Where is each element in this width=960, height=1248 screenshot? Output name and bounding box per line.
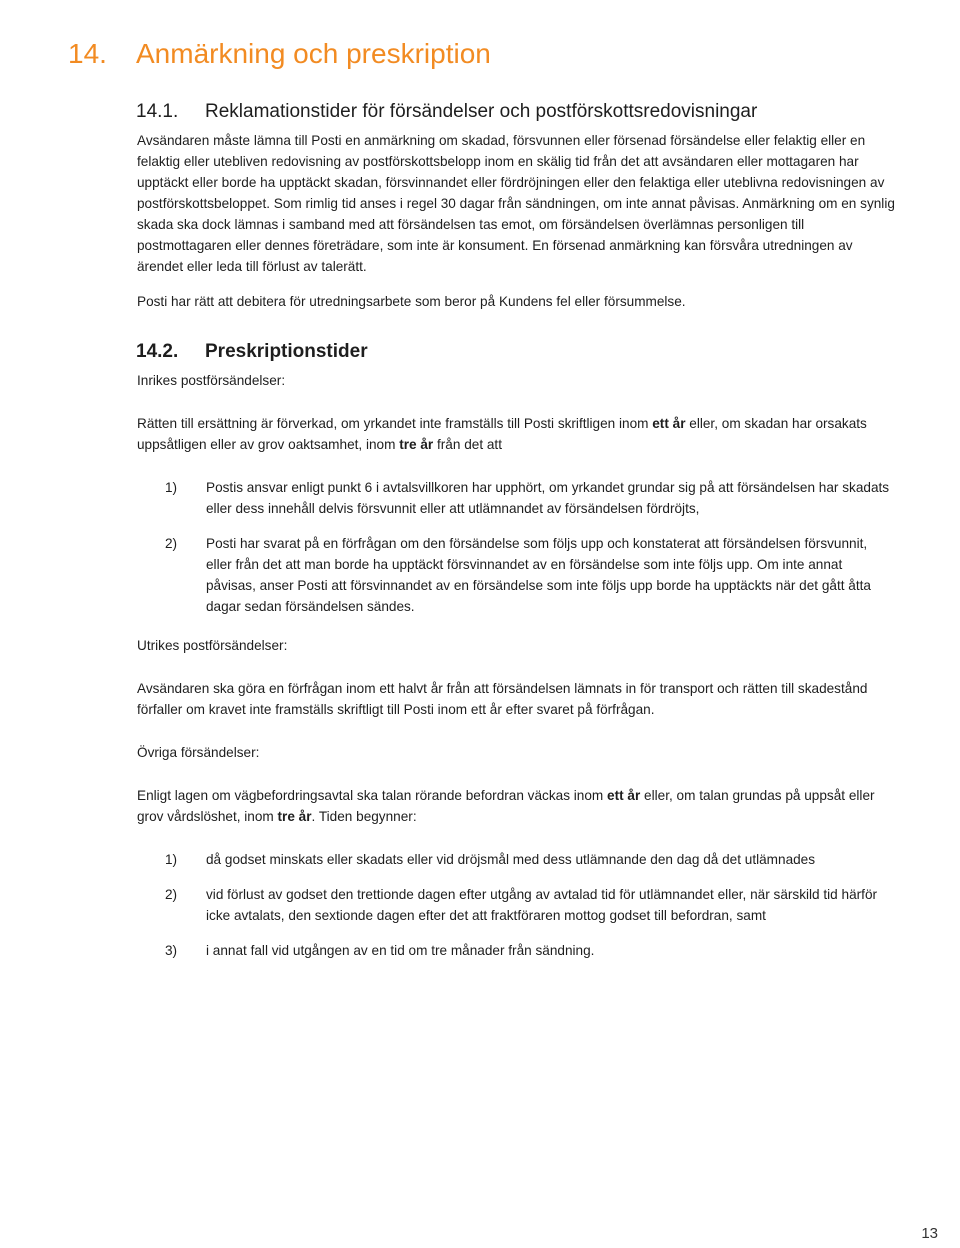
section-2-title: Preskriptionstider xyxy=(205,341,368,362)
list-item: 2) Posti har svarat på en förfrågan om den försändelse som följs upp och konstaterat att försändelsen försvunnit, eller från det att man borde ha upptäckt försvinnandet av en försändelse som inte följs upp. Om inte annat påvisas, anser Posti att försvinnandet av en försändelse som inte följs upp borde ha upptäckts när det gått åtta dagar sedan försändelsen sändes. xyxy=(165,536,871,614)
section-2-heading xyxy=(136,338,895,366)
document-body xyxy=(137,98,895,975)
domestic-bold-1: ett år xyxy=(652,416,686,431)
list-item: 2) vid förlust av godset den trettionde dagen efter utgång av avtalad tid för utlämnandet eller, när särskild tid härför icke avtalats, den sextionde dagen efter det att fraktföraren mottog godset till befordran, samt xyxy=(165,887,878,923)
list-item: 1) Postis ansvar enligt punkt 6 i avtalsvillkoren har upphört, om yrkandet grundar sig på att försändelsen har skadats eller dess innehåll delvis försvunnit eller att utlämnandet av försändelsen fördröjts, xyxy=(165,480,890,516)
international-paragraph: Avsändaren ska göra en förfrågan inom ett halvt år från att försändelsen lämnats in för transport och rätten till skadestånd förfaller om kravet inte framställs skriftligt till Posti inom ett år efter svaret på förfrågan. xyxy=(137,681,868,717)
international-label: Utrikes postförsändelser: xyxy=(137,638,288,653)
section-1-paragraph-1: Avsändaren måste lämna till Posti en anmärkning om skadad, försvunnen eller försenad försändelse eller felaktig eller en felaktig eller utebliven redovisning av postförskottsbelopp inom en skälig tid från det att avsändaren eller mottagaren har upptäckt eller borde ha upptäckt skadan, försvinnandet eller fördröjningen eller den felaktiga eller uteblivna redovisningen av postförskottsbeloppet. Som rimlig tid anses i regel 30 dagar från sändningen, om inte annat påvisas. Anmärkning om en synlig skada ska dock lämnas i samband med att försändelsen tas emot, om försändelsen överlämnas personligen till postmottagaren eller dennes företrädare, som inte är konsument. En försenad anmärkning kan försvåra utredningen av ärendet eller leda till förlust av talerätt. xyxy=(137,133,895,274)
other-bold-2: tre år xyxy=(277,809,312,824)
list-item: 1) då godset minskats eller skadats eller vid dröjsmål med dess utlämnande den dag då det utlämnades xyxy=(165,852,816,867)
domestic-label: Inrikes postförsändelser: xyxy=(137,373,286,388)
domestic-paragraph: Rätten till ersättning är förverkad, om yrkandet inte framställs till Posti skriftligen inom ett år eller, om skadan har orsakats uppsåtligen eller av grov oaktsamhet, inom tre år från det att xyxy=(137,416,867,452)
list-item: 3) i annat fall vid utgången av en tid om tre månader från sändning. xyxy=(165,943,595,958)
section-1-number: 14.1. xyxy=(136,101,179,122)
other-label: Övriga försändelser: xyxy=(137,745,260,760)
section-1-paragraph-2: Posti har rätt att debitera för utredningsarbete som beror på Kundens fel eller försummelse. xyxy=(137,294,686,309)
section-1-heading xyxy=(136,98,895,126)
page-number: 13 xyxy=(921,1225,938,1242)
section-1-title: Reklamationstider för försändelser och postförskottsredovisningar xyxy=(205,101,758,122)
other-paragraph: Enligt lagen om vägbefordringsavtal ska talan rörande befordran väckas inom ett år eller, om talan grundas på uppsåt eller grov vårdslöshet, inom tre år. Tiden begynner: xyxy=(137,788,875,824)
page-heading xyxy=(68,38,491,70)
other-list xyxy=(137,849,895,961)
heading-title: Anmärkning och preskription xyxy=(136,38,491,69)
other-bold-1: ett år xyxy=(607,788,641,803)
section-2-number: 14.2. xyxy=(136,341,179,362)
domestic-bold-2: tre år xyxy=(399,437,434,452)
heading-number: 14. xyxy=(68,38,107,69)
domestic-list xyxy=(137,477,895,617)
